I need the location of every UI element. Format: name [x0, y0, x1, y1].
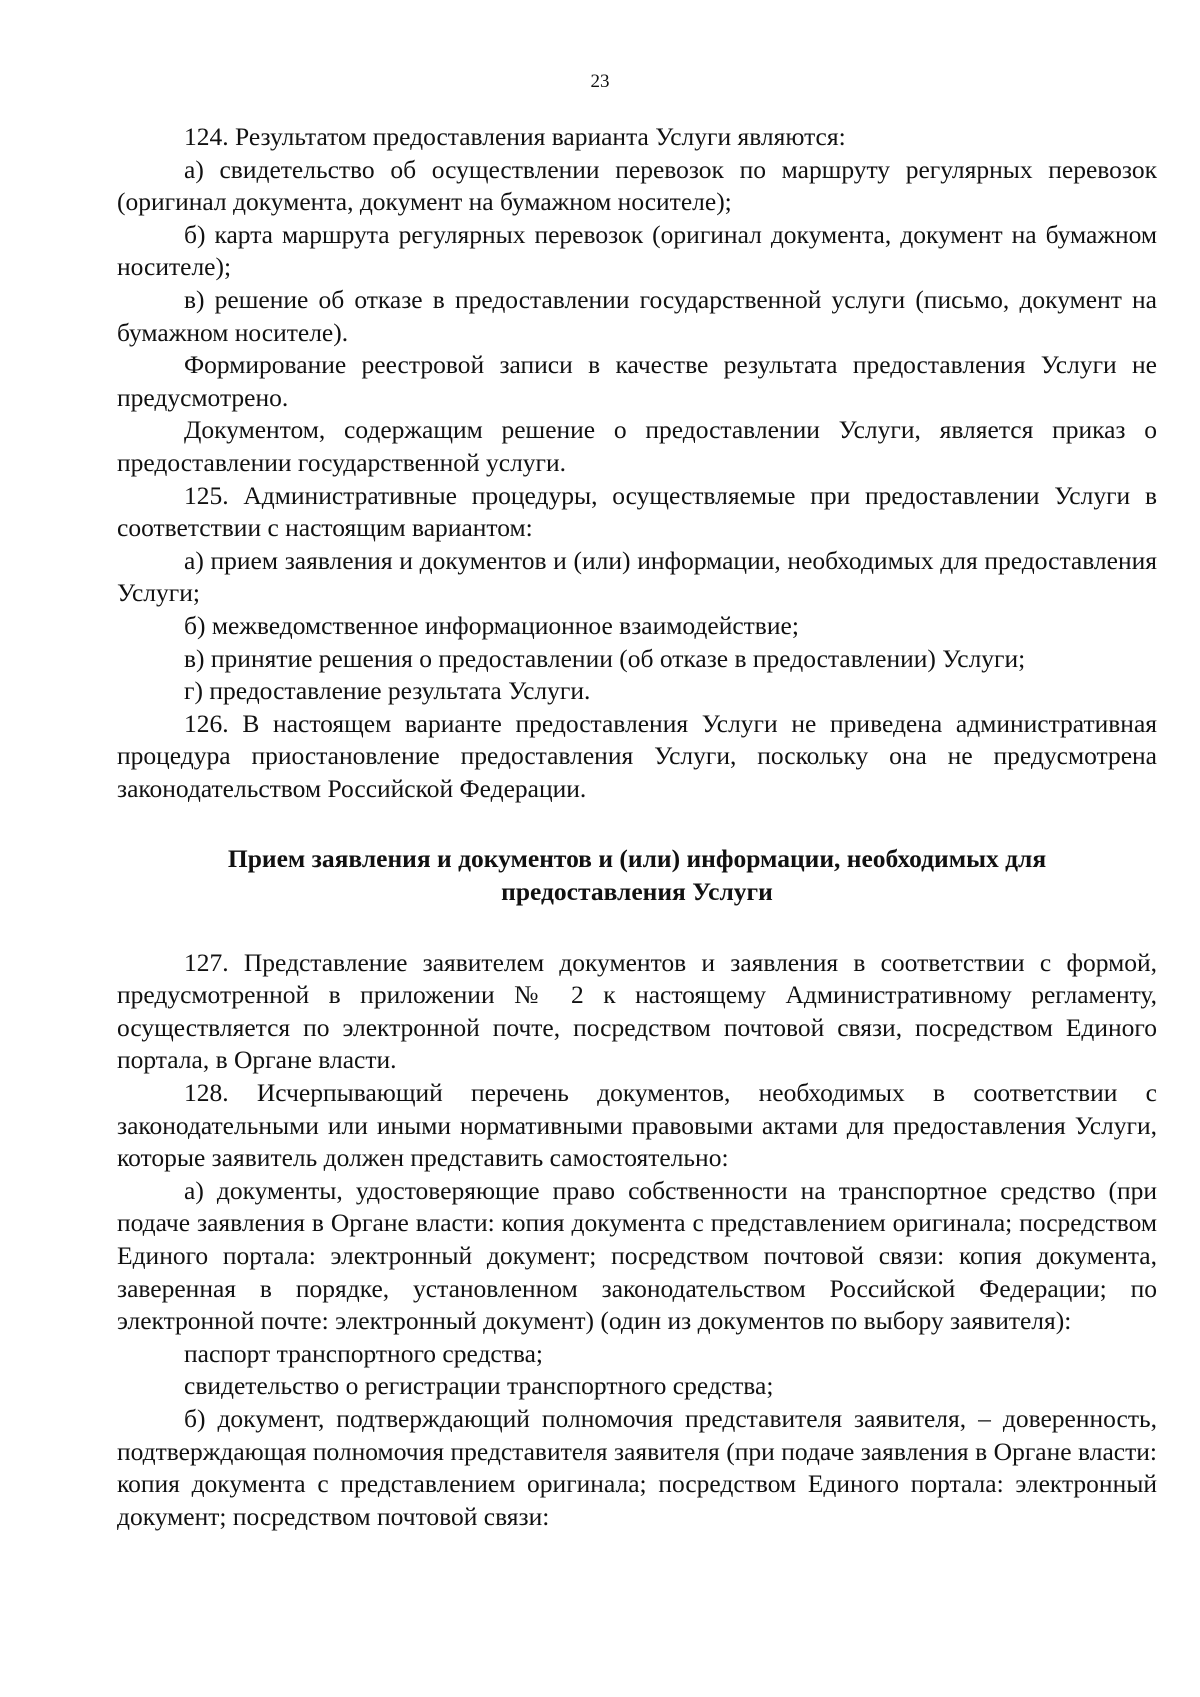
paragraph-124: 124. Результатом предоставления варианта Услуги являются: [184, 122, 846, 151]
page-number: 23 [590, 71, 610, 92]
list-item-124-v: в) решение об отказе в предоставлении государственной услуги (письмо, документ на бумажном носителе). [117, 284, 1157, 347]
list-subitem-registration: свидетельство о регистрации транспортного средства; [184, 1371, 774, 1401]
paragraph-128: 128. Исчерпывающий перечень документов, необходимых в соответствии с законодательными или иными нормативными правовыми актами для предоставления Услуги, которые заявитель должен представить самостоятельно: [117, 1078, 1157, 1173]
paragraph-127: 127. Представление заявителем документов и заявления в соответствии с формой, предусмотренной в приложении № 2 к настоящему Административному регламенту, осуществляется по электронной почте, посредством почтовой связи, посредством Единого портала, в Органе власти. [117, 947, 1157, 1075]
list-item-125-a: а) прием заявления и документов и (или) информации, необходимых для предоставления Услуги; [117, 545, 1157, 608]
section-heading: Прием заявления и документов и (или) информации, необходимых для предоставления Услуги [227, 844, 1047, 907]
list-item-128-b: б) документ, подтверждающий полномочия представителя заявителя, – доверенность, подтверждающая полномочия представителя заявителя (при подаче заявления в Органе власти: копия документа с представлением оригинала; посредством Единого портала: электронный документ; посредством почтовой связи: [117, 1403, 1157, 1531]
list-item-125-b: б) межведомственное информационное взаимодействие; [184, 610, 799, 640]
paragraph-126: 126. В настоящем варианте предоставления Услуги не приведена административная процедура приостановление предоставления Услуги, поскольку она не предусмотрена законодательством Российской Федерации. [117, 708, 1157, 803]
list-item-124-a: а) свидетельство об осуществлении перевозок по маршруту регулярных перевозок (оригинал документа, документ на бумажном носителе); [117, 154, 1157, 217]
paragraph-decision-document: Документом, содержащим решение о предоставлении Услуги, является приказ о предоставлении государственной услуги. [117, 415, 1157, 477]
list-item-128-a: а) документы, удостоверяющие право собственности на транспортное средство (при подаче заявления в Органе власти: копия документа с представлением оригинала; посредством Единого портала: электронный документ; посредством почтовой связи: копия документа, заверенная в порядке, установленном законодательством Российской Федерации; по электронной почте: электронный документ) (один из документов по выбору заявителя): [117, 1175, 1157, 1336]
paragraph-registry-record: Формирование реестровой записи в качестве результата предоставления Услуги не предусмотрено. [117, 350, 1157, 412]
list-subitem-passport: паспорт транспортного средства; [184, 1338, 543, 1368]
document-body [117, 121, 1157, 1533]
list-item-124-b: б) карта маршрута регулярных перевозок (оригинал документа, документ на бумажном носителе); [117, 219, 1157, 282]
list-item-125-v: в) принятие решения о предоставлении (об отказе в предоставлении) Услуги; [184, 643, 1026, 673]
paragraph-125: 125. Административные процедуры, осуществляемые при предоставлении Услуги в соответствии с настоящим вариантом: [117, 480, 1157, 543]
list-item-125-g: г) предоставление результата Услуги. [184, 676, 591, 706]
